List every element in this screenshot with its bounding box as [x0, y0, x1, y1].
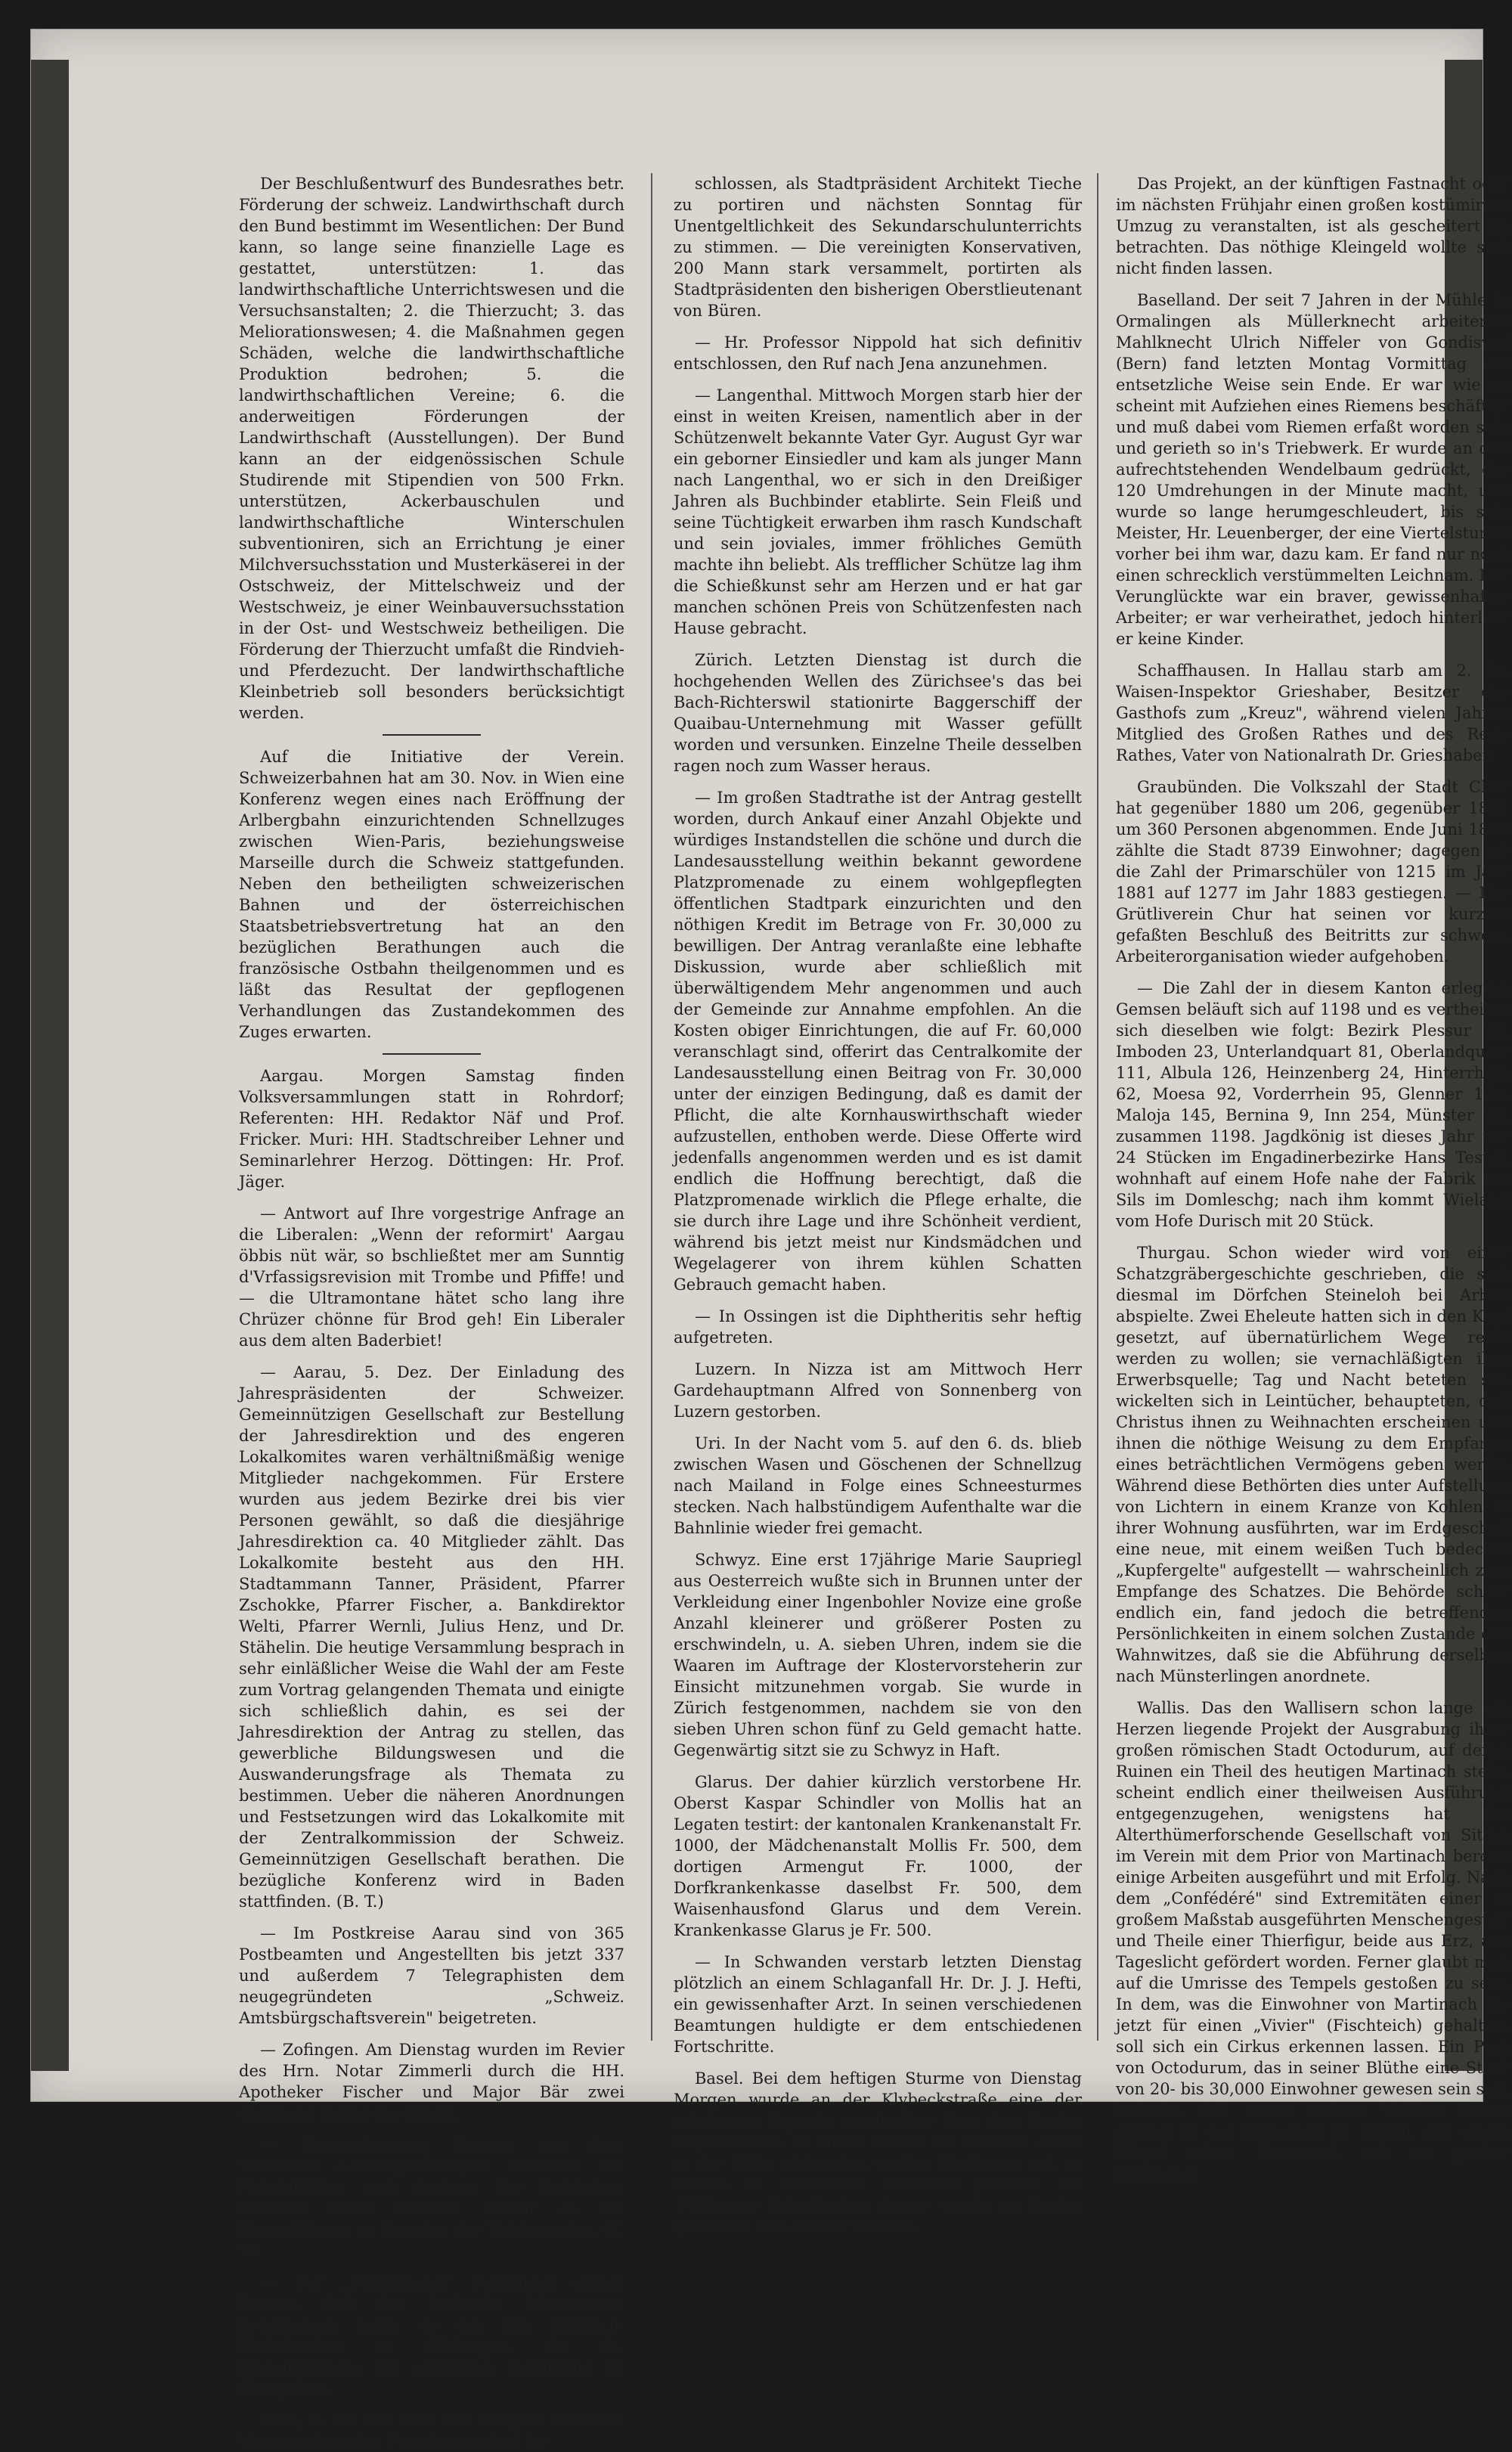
- article-wallis: Wallis. Das den Wallisern schon lange am Herzen liegende Projekt der Ausgrabung ihrer großen römischen Stadt Octodurum, auf deren Ruinen ein Theil des heutigen Martinach steht, scheint endlich einer theilweisen Ausführung entgegenzugehen, wenigstens hat die Alterthümerforschende Gesellschaft von Sitten im Verein mit dem Prior von Martinach bereits einige Arbeiten ausgeführt und mit Erfolg. Nach dem „Confédéré" sind Extremitäten einer in großem Maßstab ausgeführten Menschengestalt und Theile einer Thierfigur, beide aus Erz, ans Tageslicht gefördert worden. Ferner glaubt man auf die Umrisse des Tempels gestoßen zu sein. In dem, was die Einwohner von Martinach bis jetzt für einen „Vivier" (Fischteich) gehalten, soll sich ein Cirkus erkennen lassen. Ein Plan von Octodurum, das in seiner Blüthe eine Stadt von 20- bis 30,000 Einwohner gewesen sein soll, befindet sich einem andern Walliser Blatte zufolge in der Bibliothek zu Rimini. Auf einem Hügel neben Martinach soll ein großer römischer: [1116, 1699, 1509, 2183]
- article-zofingen: — Zofingen. Am Dienstag wurden im Revier des Hrn. Notar Zimmerli durch die HH. Apotheker Fischer und Major Bär zwei stattliche Rehböcke erlegt.: [239, 2041, 624, 2122]
- article-uri: Uri. In der Nacht vom 5. auf den 6. ds. blieb zwischen Wasen und Göschenen der Schnellzug nach Mailand in Folge eines Schneesturmes stecken. Nach halbstündigem Aufenthalte war die Bahnlinie wieder frei gemacht.: [674, 1434, 1082, 1537]
- scan-edge-left: [31, 60, 69, 2071]
- article-bern: Bern, 6. Die von über 400 Bürgern besuchte Versammlung der Freisinnigen hat be-: [239, 2411, 624, 2450]
- newspaper-page: [239, 173, 1509, 2450]
- article-stadtrath: — Im großen Stadtrathe ist der Antrag gestellt worden, durch Ankauf einer Anzahl Objekte und würdiges Instandstellen die schöne und durch die Landesausstellung weithin bekannt gewordene Platzpromenade zu einem wohlgepflegten öffentlichen Stadtpark einzurichten und den nöthigen Kredit im Betrage von Fr. 30,000 zu bewilligen. Der Antrag veranlaßte eine lebhafte Diskussion, wurde aber schließlich mit überwältigendem Mehr angenommen und auch der Gemeinde zur Annahme empfohlen. An die Kosten obiger Einrichtungen, die auf Fr. 60,000 veranschlagt sind, offerirt das Centralkomite der Landesausstellung einen Beitrag von Fr. 30,000 unter der einzigen Bedingung, daß es damit der Pflicht, die alte Kornhauswirthschaft wieder aufzustellen, enthoben werde. Diese Offerte wird jedenfalls angenommen werden und es ist damit endlich die Hoffnung berechtigt, daß die Platzpromenade wirklich die Pflege erhalte, die sie durch ihre Lage und ihre Schönheit verdient, während bis jetzt meist nur Kindsmädchen und Wegelagerer von ihrem kühlen Schatten Gebrauch gemacht haben.: [674, 789, 1082, 1294]
- article-thurgau: Thurgau. Schon wieder wird von einer Schatzgräbergeschichte geschrieben, die sich diesmal im Dörfchen Steineloh bei Arbon abspielte. Zwei Eheleute hatten sich in den Kopf gesetzt, auf übernatürlichem Wege reich werden zu wollen; sie vernachläßigten ihre Erwerbsquelle; Tag und Nacht beteten sie, wickelten sich in Leintücher, behaupteten, daß Christus ihnen zu Weihnachten erscheinen und ihnen die nöthige Weisung zu dem Empfange eines beträchtlichen Vermögens geben werde. Während diese Bethörten dies unter Aufstellung von Lichtern in einem Kranze von Kohlen in ihrer Wohnung ausführten, war im Erdgeschoß eine neue, mit einem weißen Tuch bedeckte „Kupfergelte" aufgestellt — wahrscheinlich zum Empfange des Schatzes. Die Behörde schritt endlich ein, fand jedoch die betreffenden Persönlichkeiten in einem solchen Zustande des Wahnwitzes, daß sie die Abführung derselben nach Münsterlingen anordnete.: [1116, 1244, 1509, 1685]
- section-divider: [383, 734, 481, 736]
- article-gemsen: — Die Zahl der in diesem Kanton erlegten Gemsen beläuft sich auf 1198 und es vertheilen sich dieselben wie folgt: Bezirk Plessur 28, Imboden 23, Unterlandquart 81, Oberlandquart 111, Albula 126, Heinzenberg 24, Hinterrhein 62, Moesa 92, Vorderrhein 95, Glenner 120, Maloja 145, Bernina 9, Inn 254, Münster 24, zusammen 1198. Jagdkönig ist dieses Jahr mit 24 Stücken im Engadinerbezirke Hans Tester, wohnhaft auf einem Hofe nahe der Fabrik bei Sils im Domleschg; nach ihm kommt Wieland vom Hofe Durisch mit 20 Stück.: [1116, 979, 1509, 1230]
- article-schwanden: — In Schwanden verstarb letzten Dienstag plötzlich an einem Schlaganfall Hr. Dr. J. J. Hefti, ein gewissenhafter Arzt. In seinen verschiedenen Beamtungen huldigte er dem entschiedenen Fortschritte.: [674, 1953, 1082, 2056]
- article-nippold: — Hr. Professor Nippold hat sich definitiv entschlossen, den Ruf nach Jena anzunehmen.: [674, 333, 1082, 373]
- scanned-sheet: [30, 29, 1509, 2450]
- column-3: [1116, 173, 1509, 2183]
- column-1: [239, 173, 624, 2450]
- article-zuerich: Zürich. Letzten Dienstag ist durch die hochgehenden Wellen des Zürichsee's das bei Bach-Richterswil stationirte Baggerschiff der Quaibau-Unternehmung mit Wasser gefüllt worden und versunken. Einzelne Theile desselben ragen noch zum Wasser heraus.: [674, 651, 1082, 775]
- article-antwort: — Antwort auf Ihre vorgestrige Anfrage an die Liberalen: „Wenn der reformirt' Aargau öbbis nüt wär, so bschließtet mer am Sunntig d'Vrfassigsrevision mit Trombe und Pfiffe! und — die Ultramontane hätet scho lang ihre Chrüzer chönne für Brod geh! Ein Liberaler aus dem alten Baderbiet!: [239, 1204, 624, 1350]
- column-rule: [1097, 173, 1098, 2041]
- article-glarus: Glarus. Der dahier kürzlich verstorbene Hr. Oberst Kaspar Schindler von Mollis hat an Legaten testirt: der kantonalen Krankenanstalt Fr. 1000, der Mädchenanstalt Mollis Fr. 500, dem dortigen Armengut Fr. 1000, der Dorfkrankenkasse daselbst Fr. 500, dem Waisenhausfond Glarus und dem Verein. Krankenkasse Glarus je Fr. 500.: [674, 1773, 1082, 1939]
- article-aarau: — Aarau, 5. Dez. Der Einladung des Jahrespräsidenten der Schweizer. Gemeinnützigen Gesellschaft zur Bestellung der Jahresdirektion und des engeren Lokalkomites waren verhältnißmäßig wenige Mitglieder nachgekommen. Für Erstere wurden aus jedem Bezirke drei bis vier Personen gewählt, so daß die diesjährige Jahresdirektion ca. 40 Mitglieder zählt. Das Lokalkomite besteht aus den HH. Stadtammann Tanner, Präsident, Pfarrer Zschokke, Pfarrer Fischer, a. Bankdirektor Welti, Pfarrer Wernli, Julius Henz, und Dr. Stähelin. Die heutige Versammlung besprach in sehr einläßlicher Weise die Wahl der am Feste zum Vortrag gelangenden Themata und einigte sich schließlich dahin, es sei der Jahresdirektion der Antrag zu stellen, das gewerbliche Bildungswesen und die Auswanderungsfrage als Themata zu bestimmen. Ueber die näheren Anordnungen und Festsetzungen wird das Lokalkomite mit der Zentralkommission der Schweiz. Gemeinnützigen Gesellschaft berathen. Die bezügliche Konferenz wird in Baden stattfinden. (B. T.): [239, 1363, 624, 1911]
- article-schaffhausen: Schaffhausen. In Hallau starb am 2. ds. Waisen-Inspektor Grieshaber, Besitzer des Gasthofs zum „Kreuz", während vielen Jahren Mitglied des Großen Rathes und des Reg.-Rathes, Vater von Nationalrath Dr. Grieshaber.: [1116, 662, 1509, 764]
- article-aarburg: — Dreiundzwanzig Bürger aus dem Wahlkreis Aarburg-Oftringen, darunter die Notabilitäten und Spitzen der Behörden, erlassen einen warmen Aufruf an die Stimmfähigen zu Gunsten der Totalrevision. (Z. T.): [239, 2136, 624, 2260]
- article-landwirthschaft: Der Beschlußentwurf des Bundesrathes betr. Förderung der schweiz. Landwirthschaft durch den Bund bestimmt im Wesentlichen: Der Bund kann, so lange seine finanzielle Lage es gestattet, unterstützen: 1. das landwirthschaftliche Unterrichtswesen und die Versuchsanstalten; 2. die Thierzucht; 3. das Meliorationswesen; 4. die Maßnahmen gegen Schäden, welche die landwirthschaftliche Produktion bedrohen; 5. die landwirthschaftlichen Vereine; 6. die anderweitigen Förderungen der Landwirthschaft (Ausstellungen). Der Bund kann an der eidgenössischen Schule Studirende mit Stipendien von 500 Frkn. unterstützen, Ackerbauschulen und landwirthschaftliche Winterschulen subventioniren, sich an Errichtung je einer Milchversuchsstation und Musterkäserei in der Ostschweiz, der Mittelschweiz und der Westschweiz, je einer Weinbauversuchsstation in der Ost- und Westschweiz betheiligen. Die Förderung der Thierzucht umfaßt die Rindvieh- und Pferdezucht. Der landwirthschaftliche Kleinbetrieb soll besonders berücksichtigt werden.: [239, 175, 624, 722]
- article-postkreis: — Im Postkreise Aarau sind von 365 Postbeamten und Angestellten bis jetzt 337 und außerdem 7 Telegraphisten dem neugegründeten „Schweiz. Amtsbürgschaftsverein" beigetreten.: [239, 1924, 624, 2027]
- article-schnellzug: Auf die Initiative der Verein. Schweizerbahnen hat am 30. Nov. in Wien eine Konferenz wegen eines nach Eröffnung der Arlbergbahn einzurichtenden Schnellzuges zwischen Wien-Paris, beziehungsweise Marseille durch die Schweiz stattgefunden. Neben den betheiligten schweizerischen Bahnen und der österreichischen Staatsbetriebsvertretung hat an den bezüglichen Berathungen auch die französische Ostbahn theilgenommen und es läßt das Resultat der gepflogenen Verhandlungen das Zustandekommen des Zuges erwarten.: [239, 748, 624, 1041]
- article-fastnacht: Das Projekt, an der künftigen Fastnacht oder im nächsten Frühjahr einen großen kostümirten Umzug zu veranstalten, ist als gescheitert zu betrachten. Das nöthige Kleingeld wollte sich nicht finden lassen.: [1116, 175, 1509, 277]
- column-rule: [651, 173, 652, 2041]
- article-basel: Basel. Bei dem heftigen Sturme von Dienstag Morgen wurde an der Klybeckstraße eine der mächtigen Pappeln unmittelbar über dem Boden abgebrochen. In ihrem Sturze riß dieselbe einen in der Nähe stehenden großen Nußbaum mit zu Boden. In demselben Momente passirte ein 14jähriger Schulknabe; dieser wurde zu Boden geworfen und schwer verletzt.: [674, 2069, 1082, 2236]
- article-luzern: Luzern. In Nizza ist am Mittwoch Herr Gardehauptmann Alfred von Sonnenberg von Luzern gestorben.: [674, 1360, 1082, 1421]
- article-fricktthaler: — Der „Fricktthaler" verkündet seinen Lesern, daß das badische Ministerium beschlossen habe, es sei den Römisch-Katholischen in Säckingen die St. Fridolinskirche zur alleinigen Benutzung zu übergeben.: [239, 2274, 624, 2398]
- article-baselland: Baselland. Der seit 7 Jahren in der Mühle in Ormalingen als Müllerknecht arbeitende Mahlknecht Ulrich Niffeler von Gondiswyl (Bern) fand letzten Montag Vormittag auf entsetzliche Weise sein Ende. Er war wie es scheint mit Aufziehen eines Riemens beschäftigt und muß dabei vom Riemen erfaßt worden sein und gerieth so in's Triebwerk. Er wurde an den aufrechtstehenden Wendelbaum gedrückt, der 120 Umdrehungen in der Minute macht, und wurde so lange herumgeschleudert, bis sein Meister, Hr. Leuenberger, der eine Viertelstunde vorher bei ihm war, dazu kam. Er fand nur noch einen schrecklich verstümmelten Leichnam. Der Verunglückte war ein braver, gewissenhafter Arbeiter; er war verheirathet, jedoch hinterläßt er keine Kinder.: [1116, 291, 1509, 648]
- article-ossingen: — In Ossingen ist die Diphtheritis sehr heftig aufgetreten.: [674, 1307, 1082, 1347]
- article-langenthal: — Langenthal. Mittwoch Morgen starb hier der einst in weiten Kreisen, namentlich aber in der Schützenwelt bekannte Vater Gyr. August Gyr war ein geborner Einsiedler und kam als junger Mann nach Langenthal, wo er sich in den Dreißiger Jahren als Buchbinder etablirte. Sein Fleiß und seine Tüchtigkeit erwarben ihm rasch Kundschaft und sein joviales, immer fröhliches Gemüth machte ihn beliebt. Als trefflicher Schütze lag ihm die Schießkunst sehr am Herzen und er hat gar manchen schönen Preis von Schützenfesten nach Hause gebracht.: [674, 386, 1082, 637]
- article-graubuenden: Graubünden. Die Volkszahl der Stadt Chur hat gegenüber 1880 um 206, gegenüber 1881 um 360 Personen abgenommen. Ende Juni 1883 zählte die Stadt 8739 Einwohner; dagegen ist die Zahl der Primarschüler von 1215 im Jahr 1881 auf 1277 im Jahr 1883 gestiegen. — Der Grütliverein Chur hat seinen vor kurzem gefaßten Beschluß des Beitritts zur schweiz. Arbeiterorganisation wieder aufgehoben.: [1116, 778, 1509, 966]
- article-aargau: Aargau. Morgen Samstag finden Volksversammlungen statt in Rohrdorf; Referenten: HH. Redaktor Näf und Prof. Fricker. Muri: HH. Stadtschreiber Lehner und Seminarlehrer Herzog. Döttingen: Hr. Prof. Jäger.: [239, 1067, 624, 1191]
- article-schwyz: Schwyz. Eine erst 17jährige Marie Saupriegl aus Oesterreich wußte sich in Brunnen unter der Verkleidung einer Ingenbohler Novize eine große Anzahl kleinerer und größerer Posten zu erschwindeln, u. A. sieben Uhren, indem sie die Waaren im Auftrage der Klostervorsteherin zur Einsicht mitzunehmen vorgab. Sie wurde in Zürich festgenommen, nachdem sie von den sieben Uhren schon fünf zu Geld gemacht hatte. Gegenwärtig sitzt sie zu Schwyz in Haft.: [674, 1551, 1082, 1759]
- section-divider: [383, 1053, 481, 1055]
- article-bern-cont: schlossen, als Stadtpräsident Architekt Tieche zu portiren und nächsten Sonntag für Unentgeltlichkeit des Sekundarschulunterrichts zu stimmen. — Die vereinigten Konservativen, 200 Mann stark versammelt, portirten als Stadtpräsidenten den bisherigen Oberstlieutenant von Büren.: [674, 175, 1082, 320]
- column-2: [674, 173, 1082, 2236]
